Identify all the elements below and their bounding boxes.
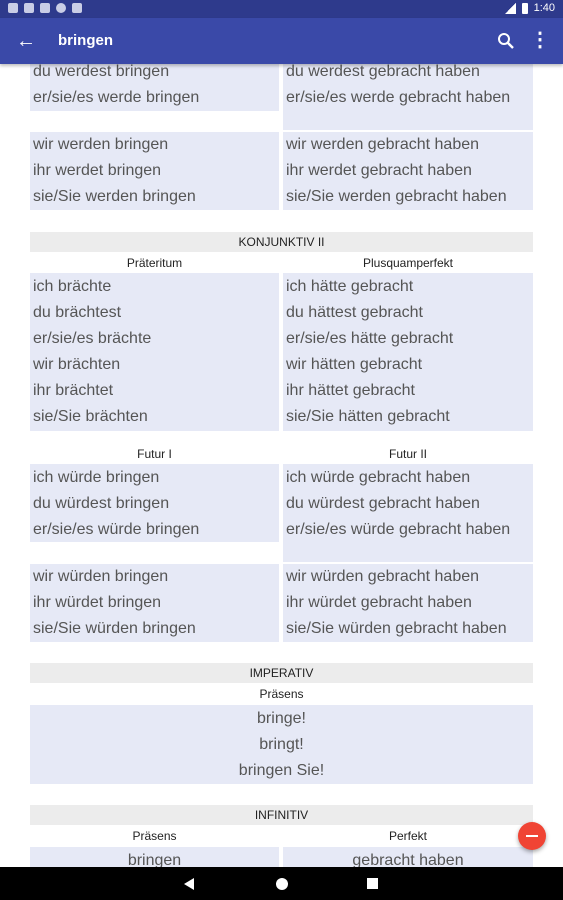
list-item: ihr werdet gebracht haben bbox=[286, 162, 472, 179]
notification-icon bbox=[24, 3, 34, 13]
fab-minus-glyph bbox=[526, 835, 538, 837]
list-item: wir werden bringen bbox=[33, 136, 169, 153]
table-cell bbox=[283, 847, 533, 867]
list-item: wir würden bringen bbox=[33, 568, 169, 585]
notification-icons bbox=[8, 3, 82, 13]
list-item: sie/Sie würden gebracht haben bbox=[286, 620, 507, 637]
list-item: ihr würdet gebracht haben bbox=[286, 594, 472, 611]
list-item: er/sie/es brächte bbox=[33, 330, 152, 347]
list-item: ihr brächtet bbox=[33, 382, 114, 399]
battery-icon bbox=[522, 3, 528, 14]
list-item: du werdest bringen bbox=[33, 64, 170, 80]
table-cell bbox=[30, 273, 279, 431]
table-cell bbox=[30, 564, 279, 642]
status-time: 1:40 bbox=[533, 2, 555, 14]
system-navigation-bar bbox=[0, 867, 563, 900]
list-item: bringt! bbox=[259, 736, 304, 753]
signal-icon bbox=[505, 3, 516, 14]
arrow-left-icon[interactable]: ← bbox=[16, 30, 36, 52]
list-item: ihr würdet bringen bbox=[33, 594, 162, 611]
list-item: ich brächte bbox=[33, 278, 112, 295]
search-icon[interactable] bbox=[494, 29, 518, 53]
column-title-futur-1: Futur I bbox=[137, 447, 172, 461]
list-item: wir werden gebracht haben bbox=[286, 136, 480, 153]
table-cell bbox=[283, 464, 533, 562]
list-item: du würdest gebracht haben bbox=[286, 495, 480, 512]
section-header-konjunktiv-2: KONJUNKTIV II bbox=[30, 232, 533, 252]
table-cell bbox=[283, 64, 533, 130]
nav-back-icon[interactable] bbox=[184, 878, 194, 890]
list-item: bringen bbox=[127, 852, 182, 867]
list-item: ich würde gebracht haben bbox=[286, 469, 471, 486]
list-item: du brächtest bbox=[33, 304, 122, 321]
notification-icon bbox=[72, 3, 82, 13]
table-cell bbox=[283, 564, 533, 642]
list-item: er/sie/es hätte gebracht bbox=[286, 330, 454, 347]
list-item: ihr werdet bringen bbox=[33, 162, 162, 179]
list-item: ich würde bringen bbox=[33, 469, 160, 486]
column-title-futur-2: Futur II bbox=[388, 447, 427, 461]
column-title-plusquamperfekt: Plusquamperfekt bbox=[362, 256, 454, 270]
list-item: er/sie/es werde bringen bbox=[33, 89, 200, 106]
list-item: wir brächten bbox=[33, 356, 121, 373]
list-item: ich hätte gebracht bbox=[286, 278, 414, 295]
table-cell bbox=[283, 132, 533, 210]
nav-home-icon[interactable] bbox=[276, 878, 288, 890]
more-vert-icon[interactable]: ⋮ bbox=[530, 29, 550, 51]
minus-circle-icon[interactable] bbox=[518, 822, 546, 850]
list-item: sie/Sie hätten gebracht bbox=[286, 408, 450, 425]
list-item: er/sie/es würde gebracht haben bbox=[286, 521, 511, 538]
list-item: du würdest bringen bbox=[33, 495, 170, 512]
column-title-infinitiv-perfekt: Perfekt bbox=[388, 829, 427, 843]
column-title-praeteritum: Präteritum bbox=[126, 256, 183, 270]
table-cell bbox=[30, 705, 533, 784]
page-title: bringen bbox=[58, 32, 113, 49]
list-item: wir würden gebracht haben bbox=[286, 568, 480, 585]
list-item: er/sie/es werde gebracht haben bbox=[286, 89, 511, 106]
status-bar bbox=[0, 0, 563, 18]
list-item: sie/Sie würden bringen bbox=[33, 620, 196, 637]
app-toolbar bbox=[0, 18, 563, 64]
table-cell bbox=[30, 132, 279, 210]
column-title-infinitiv-praesens: Präsens bbox=[132, 829, 177, 843]
list-item: gebracht haben bbox=[352, 852, 464, 867]
list-item: sie/Sie werden gebracht haben bbox=[286, 188, 507, 205]
notification-icon bbox=[40, 3, 50, 13]
conjugation-content[interactable] bbox=[0, 64, 563, 867]
section-header-infinitiv: INFINITIV bbox=[30, 805, 533, 825]
column-title-imperativ-praesens: Präsens bbox=[259, 687, 304, 701]
table-cell bbox=[30, 847, 279, 867]
nav-recents-icon[interactable] bbox=[367, 878, 378, 889]
list-item: wir hätten gebracht bbox=[286, 356, 423, 373]
list-item: du werdest gebracht haben bbox=[286, 64, 480, 80]
notification-icon bbox=[56, 3, 66, 13]
table-cell bbox=[283, 273, 533, 431]
list-item: sie/Sie werden bringen bbox=[33, 188, 196, 205]
list-item: sie/Sie brächten bbox=[33, 408, 148, 425]
table-cell bbox=[30, 464, 279, 542]
notification-icon bbox=[8, 3, 18, 13]
list-item: er/sie/es würde bringen bbox=[33, 521, 200, 538]
table-cell bbox=[30, 64, 279, 111]
list-item: bringen Sie! bbox=[238, 762, 325, 779]
list-item: du hättest gebracht bbox=[286, 304, 423, 321]
section-header-imperativ: IMPERATIV bbox=[30, 663, 533, 683]
list-item: bringe! bbox=[257, 710, 306, 727]
list-item: ihr hättet gebracht bbox=[286, 382, 415, 399]
